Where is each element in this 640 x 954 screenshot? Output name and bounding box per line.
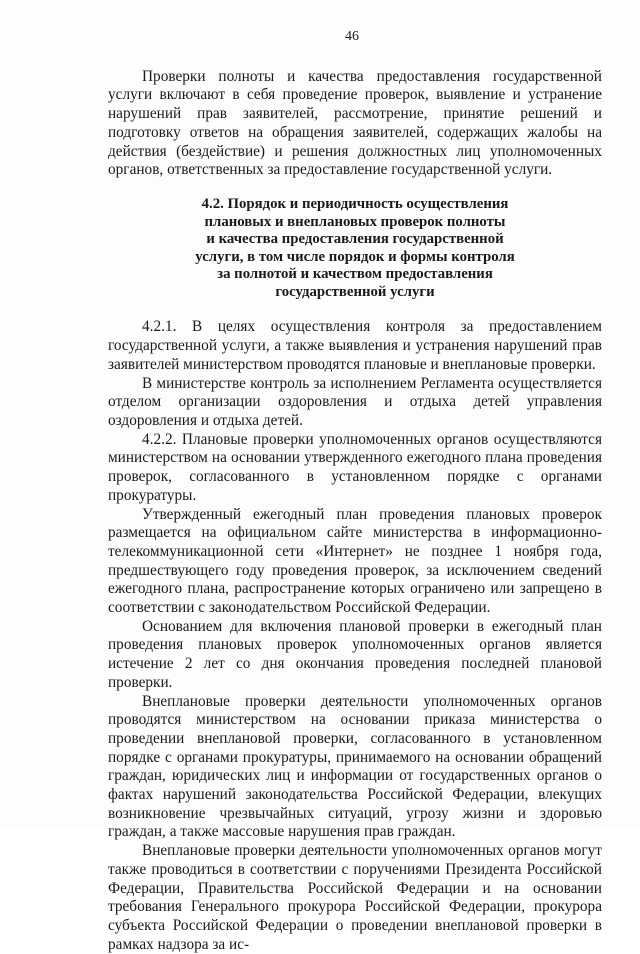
paragraph-plan-basis: Основанием для включения плановой проверки в ежегодный план проведения плановых проверок уполномоченных органов является истечение 2 лет со дня окончания проведения последней плановой проверки. [108, 617, 602, 691]
paragraph-4-2-1: 4.2.1. В целях осуществления контроля за предоставлением государственной услуги, а также выявления и устранения нарушений прав заявителей министерством проводятся плановые и внеплановые проверки. [108, 318, 602, 373]
section-heading [108, 196, 602, 302]
section-heading-line: услуги, в том числе порядок и формы контроля [195, 248, 515, 265]
section-heading-line: плановых и внеплановых проверок полноты [204, 213, 506, 230]
paragraph-control-department: В министерстве контроль за исполнением Регламента осуществляется отделом организации оздоровления и отдыха детей управления оздоровления и отдыха детей. [108, 374, 602, 429]
paragraph-plan-publication: Утвержденный ежегодный план проведения плановых проверок размещается на официальном сайте министерства в информационно-телекоммуникационной сети «Интернет» не позднее 1 ноября года, предшествующего году проведения проверок, за исключением сведений ежегодного плана, распространение которых ограничено или запрещено в соответствии с законодательством Российской Федерации. [108, 505, 602, 617]
intro-paragraph: Проверки полноты и качества предоставления государственной услуги включают в себя проведение проверок, выявление и устранение нарушений прав заявителей, рассмотрение, принятие решений и подготовку ответов на обращения заявителей, содержащих жалобы на действия (бездействие) и решения должностных лиц уполномоченных органов, ответственных за предоставление государственной услуги. [108, 67, 602, 179]
section-heading-line: за полнотой и качеством предоставления [217, 266, 493, 283]
section-heading-line: 4.2. Порядок и периодичность осуществления [201, 195, 509, 212]
section-heading-line: государственной услуги [275, 283, 435, 300]
page-number: 46 [345, 29, 359, 44]
paragraph-unscheduled-checks: Внеплановые проверки деятельности уполномоченных органов проводятся министерством на основании приказа министерства о проведении внеплановой проверки, согласованного в установленном порядке с органами прокуратуры, принимаемого на основании обращений граждан, юридических лиц и информации от государственных органов о фактах нарушений законодательства Российской Федерации, влекущих возникновение чрезвычайных ситуаций, угрозу жизни и здоровью граждан, а также массовые нарушения прав граждан. [108, 692, 602, 841]
paragraph-4-2-2: 4.2.2. Плановые проверки уполномоченных органов осуществляются министерством на основании утвержденного ежегодного плана проведения проверок, согласованного в установленном порядке с органами прокуратуры. [108, 430, 602, 504]
section-heading-line: и качества предоставления государственной [206, 231, 504, 248]
paragraph-unscheduled-orders: Внеплановые проверки деятельности уполномоченных органов могут также проводиться в соответствии с поручениями Президента Российской Федерации, Правительства Российской Федерации и на основании требования Генерального прокурора Российской Федерации, прокурора субъекта Российской Федерации о проведении внеплановой проверки в рамках надзора за ис- [108, 842, 602, 953]
